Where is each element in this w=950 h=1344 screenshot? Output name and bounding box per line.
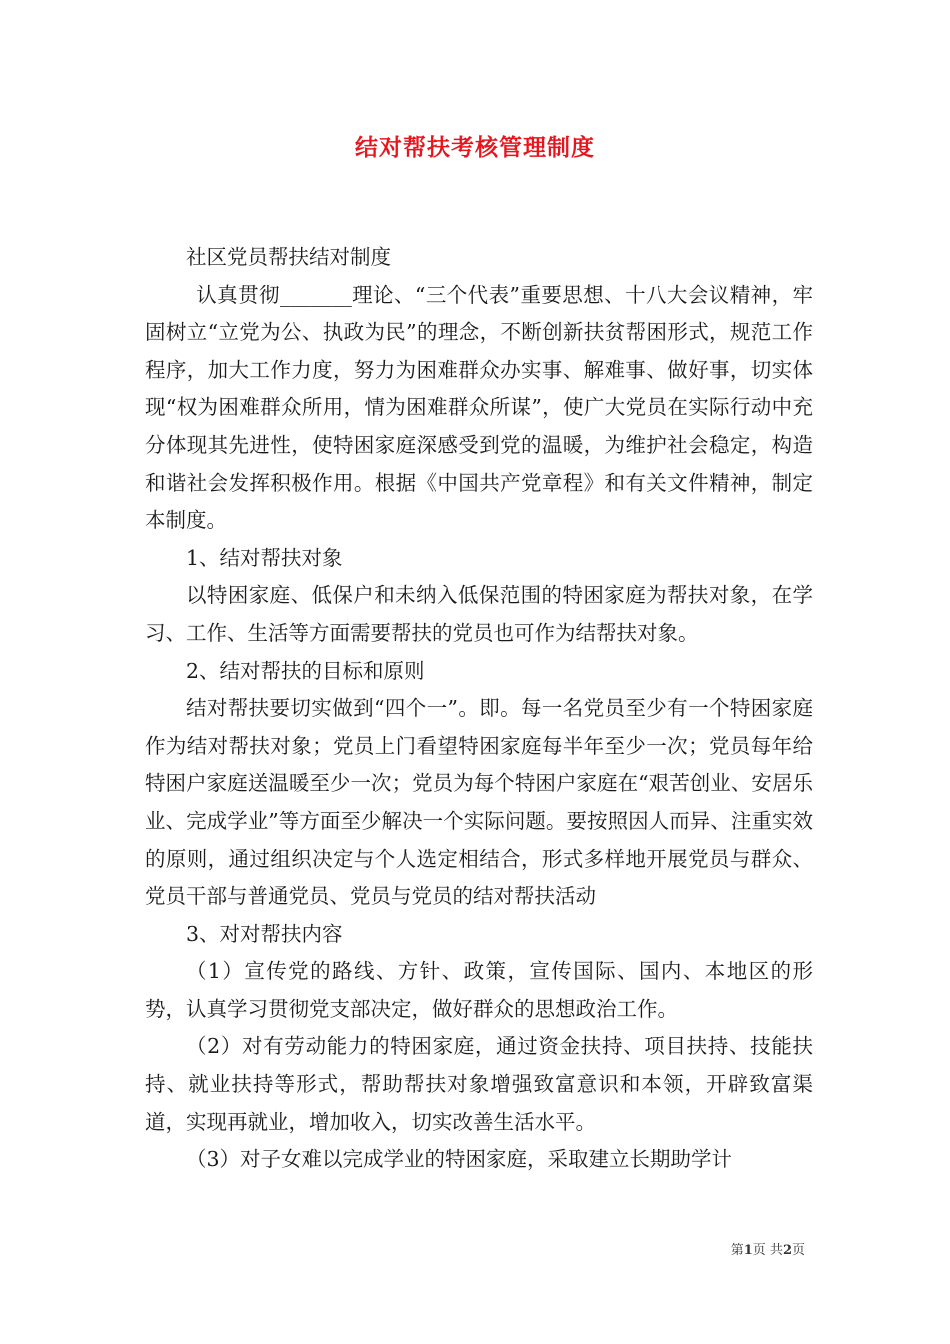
footer-middle: 页 共 — [752, 1243, 783, 1258]
footer-prefix: 第 — [730, 1243, 744, 1258]
body-paragraph: 结对帮扶要切实做到“四个一”。即。每一名党员至少有一个特困家庭作为结对帮扶对象；党员上门看望特困家庭每半年至少一次；党员每年给特困户家庭送温暖至少一次；党员为每个特困户家庭在“艰苦创业、安居乐业、完成学业”等方面至少解决一个实际问题。要按照因人而异、注重实效的原则，通过组织决定与个人选定相结合，形式多样地开展党员与群众、党员干部与普通党员、党员与党员的结对帮扶活动 — [145, 696, 813, 909]
body-paragraph: （1）宣传党的路线、方针、政策，宣传国际、国内、本地区的形势，认真学习贯彻党支部决定，做好群众的思想政治工作。 — [145, 959, 813, 1021]
page-number-footer — [0, 1242, 805, 1260]
footer-suffix: 页 — [791, 1243, 805, 1258]
body-paragraph: （2）对有劳动能力的特困家庭，通过资金扶持、项目扶持、技能扶持、就业扶持等形式，帮助帮扶对象增强致富意识和本领，开辟致富渠道，实现再就业，增加收入，切实改善生活水平。 — [145, 1034, 813, 1134]
body-paragraph: （3）对子女难以完成学业的特困家庭，采取建立长期助学计 — [186, 1147, 733, 1172]
body-paragraph: 以特困家庭、低保户和未纳入低保范围的特困家庭为帮扶对象，在学习、工作、生活等方面需要帮扶的党员也可作为结帮扶对象。 — [145, 583, 813, 645]
document-title: 结对帮扶考核管理制度 — [355, 134, 595, 161]
section-heading: 3、对对帮扶内容 — [186, 921, 343, 946]
section-heading: 1、结对帮扶对象 — [186, 545, 343, 570]
document-body — [145, 239, 813, 1179]
total-pages-number: 2 — [782, 1243, 792, 1258]
section-heading: 2、结对帮扶的目标和原则 — [186, 658, 425, 683]
current-page-number: 1 — [743, 1243, 753, 1258]
section-heading: 社区党员帮扶结对制度 — [186, 245, 391, 269]
intro-paragraph: 认真贯彻_______理论、“三个代表”重要思想、十八大会议精神，牢固树立“立党为公、执政为民”的理念，不断创新扶贫帮困形式，规范工作程序，加大工作力度，努力为困难群众办实事、解难事、做好事，切实体现“权为困难群众所用，情为困难群众所谋”，使广大党员在实际行动中充分体现其先进性，使特困家庭深感受到党的温暖，为维护社会稳定，构造和谐社会发挥积极作用。根据《中国共产党章程》和有关文件精神，制定本制度。 — [145, 282, 813, 533]
